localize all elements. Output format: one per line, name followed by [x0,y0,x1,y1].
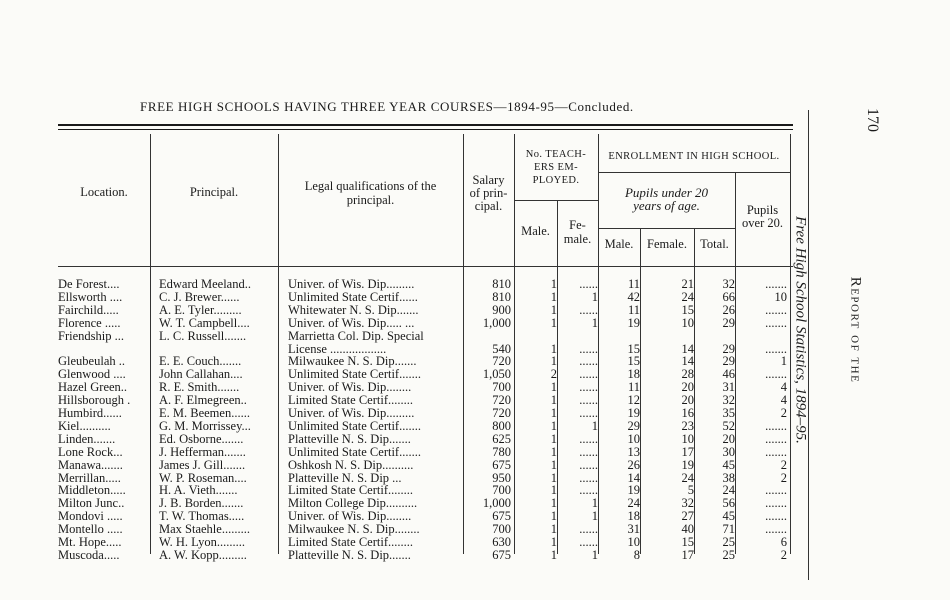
cell-pupils-over20: 2 [780,471,787,485]
cell-male-teachers: 1 [550,497,557,511]
cell-pupils-total: 29 [722,355,735,369]
cell-pupils-male: 8 [633,548,640,562]
cell-pupils-female: 27 [681,510,694,524]
cell-female-teachers: 1 [591,497,598,511]
cell-salary: 675 [492,548,511,562]
cell-pupils-female: 32 [681,497,694,511]
cell-location: Glenwood .... [58,368,126,382]
cell-salary: 700 [492,484,511,498]
header-pupils-male: Male. [604,237,634,251]
cell-salary: 720 [492,407,511,420]
header-teachers-female-line1: Fe- [569,218,586,232]
cell-pupils-female: 15 [681,536,694,549]
cell-pupils-total: 25 [722,548,735,562]
header-pupils-female: Female. [647,237,687,251]
table-row [58,536,798,549]
cell-pupils-male: 18 [627,510,640,524]
cell-location: Lone Rock... [58,445,123,459]
cell-female-teachers: ...... [579,381,598,395]
cell-pupils-male: 11 [627,303,640,317]
cell-pupils-over20: ....... [765,445,787,459]
cell-pupils-total: 30 [722,445,735,459]
cell-pupils-female: 40 [681,523,694,537]
table-row [58,510,798,523]
table-row [58,484,798,497]
cell-pupils-female: 21 [681,278,694,291]
cell-pupils-male: 15 [627,342,640,356]
table-row [58,394,798,407]
header-qualification-line1: Legal qualifications of the [304,179,437,193]
cell-pupils-total: 56 [722,497,735,511]
cell-pupils-male: 19 [627,316,640,330]
table-row [58,368,798,381]
cell-female-teachers: ...... [579,432,598,446]
cell-pupils-over20: ....... [765,342,787,356]
cell-principal: J. Hefferman....... [159,445,246,459]
cell-qualification: Platteville N. S. Dip....... [288,548,411,562]
header-salary-line3: cipal. [474,199,503,213]
cell-location: Ellsworth .... [58,290,123,304]
cell-qualification: Limited State Certif........ [288,484,413,498]
cell-location: Fairchild..... [58,303,119,317]
cell-qualification: Univer. of Wis. Dip......... [288,278,415,291]
cell-pupils-male: 19 [627,407,640,420]
cell-salary: 900 [492,303,511,317]
header-teachers-line3: PLOYED. [532,175,580,186]
cell-principal: R. E. Smith....... [159,381,240,395]
cell-salary: 675 [492,510,511,524]
cell-female-teachers: ...... [579,368,598,382]
cell-female-teachers: ...... [579,342,598,356]
cell-female-teachers: ...... [579,278,598,291]
cell-qualification: Milton College Dip.......... [288,497,418,511]
header-salary-line1: Salary [472,173,505,187]
cell-pupils-over20: 2 [780,407,787,420]
cell-location: Kiel.......... [58,419,111,433]
cell-location: Friendship ... [58,329,124,343]
cell-qualification: Milwaukee N. S. Dip........ [288,523,420,537]
cell-male-teachers: 1 [550,394,557,408]
cell-location: Hazel Green.. [58,381,128,395]
cell-female-teachers: 1 [591,510,598,524]
cell-male-teachers: 1 [550,355,557,369]
cell-qualification: Platteville N. S. Dip....... [288,432,411,446]
cell-principal: John Callahan.... [159,368,243,382]
cell-female-teachers: ...... [579,458,598,472]
cell-pupils-female: 19 [681,458,694,472]
cell-pupils-male: 11 [627,381,640,395]
cell-pupils-over20: ....... [765,432,787,446]
cell-location: Muscoda..... [58,548,120,562]
cell-location: Mondovi ..... [58,510,123,524]
cell-principal: J. B. Borden....... [159,497,244,511]
cell-principal: A. F. Elmegreen.. [159,394,247,408]
cell-pupils-female: 10 [681,432,694,446]
under20-rule [598,228,735,229]
cell-qualification: Unlimited State Certif....... [288,445,421,459]
header-pupils-total: Total. [700,237,729,251]
cell-pupils-male: 12 [627,394,640,408]
table-row [58,459,798,472]
cell-female-teachers: ...... [579,536,598,549]
cell-location: Manawa....... [58,458,123,472]
cell-pupils-female: 16 [681,407,694,420]
cell-location: Merrillan..... [58,471,121,485]
cell-principal: Ed. Osborne....... [159,432,244,446]
cell-pupils-total: 32 [722,394,735,408]
cell-principal: G. M. Morrissey... [159,419,251,433]
header-over20-line1: Pupils [746,203,779,217]
cell-pupils-over20: 2 [780,548,787,562]
cell-principal: Max Staehle......... [159,523,250,537]
cell-pupils-female: 24 [681,290,694,304]
table-row [58,317,798,330]
cell-qualification: Univer. of Wis. Dip..... ... [288,316,415,330]
cell-pupils-female: 20 [681,381,694,395]
top-rule-thin [58,129,793,130]
cell-qualification: Platteville N. S. Dip ... [288,471,402,485]
cell-pupils-male: 31 [627,523,640,537]
cell-pupils-over20: ....... [765,510,787,524]
header-teachers-male: Male. [521,224,550,238]
cell-male-teachers: 1 [550,407,557,420]
cell-pupils-male: 29 [627,419,640,433]
cell-qualification: Limited State Certif........ [288,394,413,408]
cell-female-teachers: ...... [579,484,598,498]
table-row [58,343,798,356]
page-number: 170 [864,108,881,132]
cell-qualification: Unlimited State Certif....... [288,419,421,433]
header-salary-line2: of prin- [469,186,508,200]
cell-pupils-male: 10 [627,536,640,549]
cell-pupils-over20: 10 [774,290,787,304]
cell-qualification: Unlimited State Certif...... [288,290,418,304]
cell-location: Gleubeulah .. [58,355,125,369]
header-under20-line2: years of age. [633,198,700,213]
cell-principal: W. T. Campbell.... [159,316,250,330]
cell-pupils-total: 20 [722,432,735,446]
cell-pupils-female: 15 [681,303,694,317]
cell-pupils-total: 26 [722,303,735,317]
cell-pupils-over20: 2 [780,458,787,472]
cell-male-teachers: 1 [550,548,557,562]
cell-female-teachers: 1 [591,548,598,562]
header-teachers-line2: ERS EM- [534,162,578,173]
cell-pupils-male: 11 [627,278,640,291]
table-row [58,497,798,510]
cell-salary: 700 [492,523,511,537]
cell-pupils-total: 29 [722,342,735,356]
cell-pupils-over20: 1 [780,355,787,369]
cell-location: De Forest.... [58,278,120,291]
cell-pupils-total: 71 [722,523,735,537]
cell-location: Middleton..... [58,484,126,498]
cell-male-teachers: 1 [550,290,557,304]
cell-salary: 700 [492,381,511,395]
cell-pupils-male: 18 [627,368,640,382]
cell-principal: W. P. Roseman.... [159,471,247,485]
cell-salary: 720 [492,355,511,369]
cell-pupils-male: 26 [627,458,640,472]
cell-principal: James J. Gill....... [159,458,246,472]
cell-qualification: License .................. [288,342,387,356]
header-teachers-female-line2: male. [563,232,592,246]
cell-pupils-female: 17 [681,548,694,562]
table-row [58,330,798,343]
running-report: Report of the [847,276,864,384]
cell-location: Milton Junc.. [58,497,125,511]
cell-female-teachers: ...... [579,303,598,317]
enrollment-rule [598,172,790,173]
cell-male-teachers: 1 [550,381,557,395]
cell-qualification: Univer. of Wis. Dip........ [288,510,412,524]
cell-female-teachers: 1 [591,419,598,433]
cell-salary: 675 [492,458,511,472]
cell-pupils-total: 24 [722,484,735,498]
cell-pupils-female: 14 [681,342,694,356]
cell-male-teachers: 1 [550,458,557,472]
cell-male-teachers: 1 [550,523,557,537]
cell-pupils-male: 15 [627,355,640,369]
cell-qualification: Unlimited State Certif....... [288,368,421,382]
table-row [58,291,798,304]
cell-pupils-over20: 6 [780,536,787,549]
cell-principal: A. W. Kopp......... [159,548,247,562]
cell-male-teachers: 1 [550,419,557,433]
cell-pupils-total: 52 [722,419,735,433]
cell-male-teachers: 1 [550,316,557,330]
table-row [58,420,798,433]
cell-principal: L. C. Russell....... [159,329,247,343]
cell-qualification: Marrietta Col. Dip. Special [288,329,424,343]
cell-pupils-total: 46 [722,368,735,382]
cell-pupils-female: 10 [681,316,694,330]
cell-qualification: Limited State Certif........ [288,536,413,549]
cell-female-teachers: ...... [579,355,598,369]
cell-principal: W. H. Lyon......... [159,536,245,549]
cell-pupils-total: 31 [722,381,735,395]
cell-pupils-total: 35 [722,407,735,420]
cell-salary: 810 [492,278,511,291]
cell-salary: 625 [492,432,511,446]
cell-male-teachers: 1 [550,536,557,549]
cell-principal: H. A. Vieth....... [159,484,238,498]
cell-principal: A. E. Tyler......... [159,303,242,317]
cell-pupils-total: 25 [722,536,735,549]
table-row [58,549,798,562]
header-principal: Principal. [189,185,239,199]
cell-pupils-total: 45 [722,458,735,472]
top-rule-thick [58,124,793,126]
cell-pupils-female: 5 [687,484,694,498]
cell-pupils-female: 24 [681,471,694,485]
cell-location: Humbird...... [58,407,122,420]
cell-pupils-over20: 4 [780,394,787,408]
cell-principal: E. M. Beemen...... [159,407,250,420]
cell-pupils-over20: 4 [780,381,787,395]
table-row [58,381,798,394]
teachers-rule [514,200,598,201]
cell-pupils-over20: ....... [765,523,787,537]
cell-salary: 1,000 [482,316,511,330]
header-under20-line1: Pupils under 20 [624,185,709,200]
cell-qualification: Whitewater N. S. Dip....... [288,303,419,317]
cell-pupils-over20: ....... [765,278,787,291]
cell-male-teachers: 1 [550,471,557,485]
cell-male-teachers: 1 [550,303,557,317]
cell-pupils-over20: ....... [765,316,787,330]
cell-pupils-over20: ....... [765,303,787,317]
cell-salary: 540 [492,342,511,356]
header-qualification-line2: principal. [346,193,395,207]
table-row [58,433,798,446]
cell-female-teachers: ...... [579,523,598,537]
cell-male-teachers: 1 [550,445,557,459]
cell-principal: E. E. Couch....... [159,355,242,369]
cell-pupils-male: 13 [627,445,640,459]
cell-pupils-total: 45 [722,510,735,524]
cell-male-teachers: 1 [550,432,557,446]
table-row [58,355,798,368]
header-teachers-line1: No. TEACH- [525,149,587,160]
cell-pupils-male: 19 [627,484,640,498]
cell-female-teachers: 1 [591,290,598,304]
cell-pupils-over20: ....... [765,497,787,511]
cell-female-teachers: ...... [579,407,598,420]
cell-principal: Edward Meeland.. [159,278,251,291]
table-row [58,446,798,459]
cell-female-teachers: ...... [579,445,598,459]
cell-pupils-male: 14 [627,471,640,485]
cell-salary: 720 [492,394,511,408]
cell-pupils-total: 32 [722,278,735,291]
cell-female-teachers: 1 [591,316,598,330]
cell-pupils-total: 38 [722,471,735,485]
cell-pupils-over20: ....... [765,484,787,498]
cell-male-teachers: 1 [550,510,557,524]
cell-pupils-male: 42 [627,290,640,304]
page-title: FREE HIGH SCHOOLS HAVING THREE YEAR COURSES—1894-95—Concluded. [140,99,634,114]
table-row [58,407,798,420]
cell-male-teachers: 1 [550,278,557,291]
cell-location: Florence ..... [58,316,121,330]
cell-location: Montello ..... [58,523,123,537]
cell-pupils-female: 17 [681,445,694,459]
cell-location: Linden....... [58,432,116,446]
cell-pupils-total: 66 [722,290,735,304]
cell-salary: 1,050 [482,368,511,382]
cell-principal: C. J. Brewer...... [159,290,240,304]
cell-qualification: Milwaukee N. S. Dip....... [288,355,417,369]
cell-pupils-female: 20 [681,394,694,408]
cell-pupils-male: 10 [627,432,640,446]
header-bottom-rule [58,266,793,267]
cell-pupils-over20: ....... [765,368,787,382]
cell-male-teachers: 1 [550,484,557,498]
cell-qualification: Oshkosh N. S. Dip.......... [288,458,414,472]
table-row [58,304,798,317]
cell-salary: 1,000 [482,497,511,511]
cell-pupils-female: 28 [681,368,694,382]
cell-salary: 800 [492,419,511,433]
cell-female-teachers: ...... [579,471,598,485]
cell-salary: 950 [492,471,511,485]
header-location: Location. [80,185,128,199]
cell-qualification: Univer. of Wis. Dip......... [288,407,415,420]
table-row [58,278,798,291]
cell-principal: T. W. Thomas..... [159,510,245,524]
cell-salary: 630 [492,536,511,549]
cell-location: Hillsborough . [58,394,131,408]
running-title: Free High School Statistics, 1894–95. [792,216,809,444]
cell-pupils-female: 23 [681,419,694,433]
cell-male-teachers: 2 [550,368,557,382]
cell-qualification: Univer. of Wis. Dip........ [288,381,412,395]
cell-pupils-female: 14 [681,355,694,369]
cell-location: Mt. Hope..... [58,536,122,549]
cell-salary: 810 [492,290,511,304]
cell-pupils-male: 24 [627,497,640,511]
table-row [58,523,798,536]
cell-salary: 780 [492,445,511,459]
header-enrollment: ENROLLMENT IN HIGH SCHOOL. [608,151,780,162]
cell-male-teachers: 1 [550,342,557,356]
cell-female-teachers: ...... [579,394,598,408]
header-over20-line2: over 20. [742,216,783,230]
cell-pupils-total: 29 [722,316,735,330]
cell-pupils-over20: ....... [765,419,787,433]
table-row [58,472,798,485]
